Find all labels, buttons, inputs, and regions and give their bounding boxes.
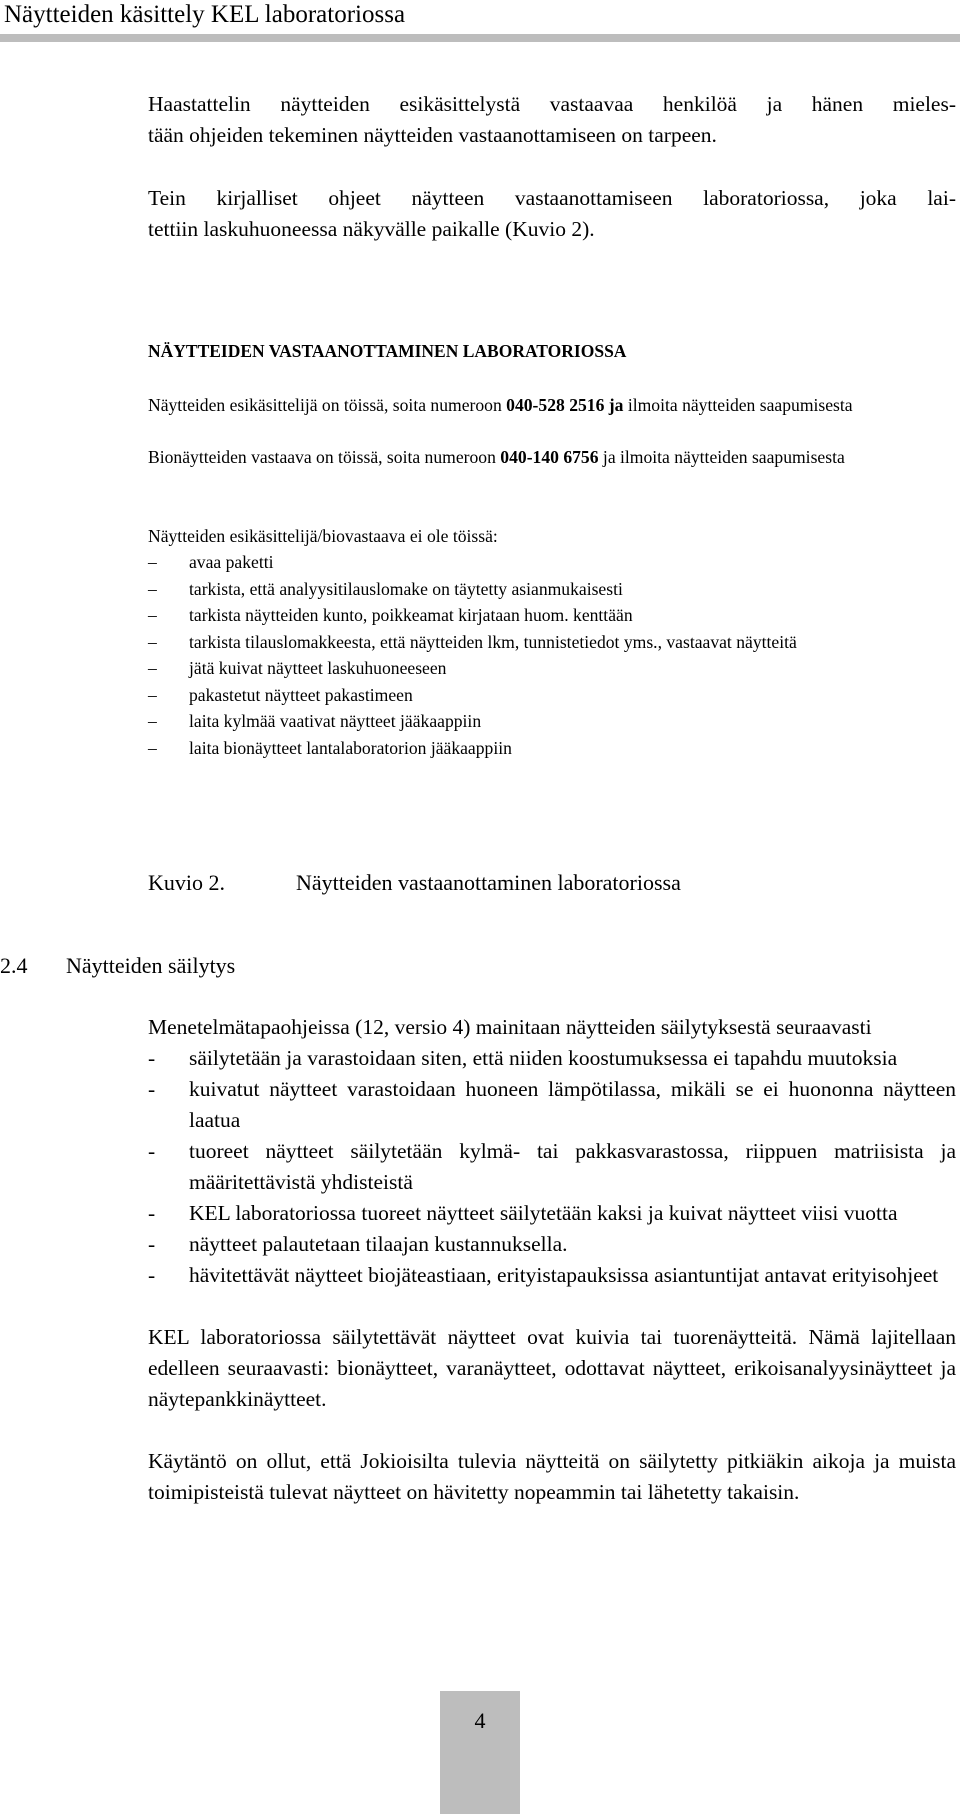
list-item-text: kuivatut näytteet varastoidaan huoneen lämpötilassa, mikäli se ei huononna näytteen laatua: [189, 1077, 956, 1132]
list-item: [148, 602, 956, 629]
storage-section: [148, 1012, 956, 1508]
list-item: [148, 655, 956, 682]
contact-2-text: Bionäytteiden vastaava on töissä, soita numeroon: [148, 447, 501, 467]
intro-paragraph-1: [148, 89, 956, 151]
contact-1-action: ilmoita näytteiden saapumisesta: [623, 394, 853, 415]
caption-label: Kuvio 2.: [148, 870, 225, 895]
list-item-text: avaa paketti: [189, 552, 274, 572]
page-number: 4: [474, 1708, 486, 1733]
practice-paragraph: Käytäntö on ollut, että Jokioisilta tulevia näytteitä on säilytetty pitkiäkin aikoja ja muista toimipisteistä tulevat näytteet on hävitetty nopeammin tai lähetetty takaisin.: [148, 1449, 956, 1504]
document-title: Näytteiden käsittely KEL laboratoriossa: [4, 1, 406, 28]
figure-caption: [148, 868, 681, 898]
section-number: 2.4: [0, 953, 28, 978]
list-item: [148, 1260, 956, 1291]
figure-title: NÄYTTEIDEN VASTAANOTTAMINEN LABORATORIOSSA: [148, 341, 627, 361]
list-item-text: laita bionäytteet lantalaboratorion jääkaappiin: [189, 737, 512, 758]
intro-paragraph-2-line-1: Tein kirjalliset ohjeet näytteen vastaanottamiseen laboratoriossa, joka lai-: [148, 186, 956, 210]
intro-paragraph-2: [148, 183, 956, 245]
list-item-text: laita kylmää vaativat näytteet jääkaappiin: [189, 711, 482, 731]
dash-bullet: –: [148, 605, 157, 625]
list-item: [148, 576, 956, 603]
list-item: [148, 1198, 956, 1229]
storage-rules-list: [148, 1043, 956, 1291]
page-number-box: [440, 1691, 520, 1814]
list-item-text: hävitettävät näytteet biojäteastiaan, erityistapauksissa asiantuntijat antavat erityisohjeet: [189, 1263, 939, 1287]
intro-paragraph-2-line-2: tettiin laskuhuoneessa näkyvälle paikalle (Kuvio 2).: [148, 217, 595, 241]
contact-2-action: ja ilmoita näytteiden saapumisesta: [598, 447, 845, 467]
reception-steps-list: [148, 549, 956, 761]
section-heading: [0, 951, 235, 981]
list-item: [148, 629, 956, 656]
contact-2-phone: 040-140 6756: [500, 447, 599, 467]
storage-intro: Menetelmätapaohjeissa (12, versio 4) mainitaan näytteiden säilytyksestä seuraavasti: [148, 1015, 872, 1039]
list-item-text: tarkista tilauslomakkeesta, että näytteiden lkm, tunnistetiedot yms., vastaavat näytteitä: [189, 631, 797, 652]
hyphen-bullet: -: [148, 1232, 156, 1256]
dash-bullet: –: [148, 711, 157, 731]
list-item: [148, 549, 956, 576]
dash-bullet: –: [148, 552, 157, 572]
dash-bullet: –: [148, 658, 157, 678]
list-item: [148, 735, 956, 762]
list-item-text: tarkista näytteiden kunto, poikkeamat kirjataan huom. kenttään: [189, 605, 633, 625]
absent-heading: Näytteiden esikäsittelijä/biovastaava ei ole töissä:: [148, 525, 498, 546]
list-item-text: tuoreet näytteet säilytetään kylmä- tai pakkasvarastossa, riippuen matriisista ja määritettävistä yhdisteistä: [189, 1139, 956, 1194]
dash-bullet: –: [148, 737, 157, 758]
sorting-paragraph: KEL laboratoriossa säilytettävät näytteet ovat kuivia tai tuorenäytteitä. Nämä lajitellaan edelleen seuraavasti: bionäytteet, varanäytteet, odottavat näytteet, erikoisanalyysinäytteet ja näytepankkinäytteet.: [148, 1325, 956, 1411]
hyphen-bullet: -: [148, 1263, 156, 1287]
caption-text: Näytteiden vastaanottaminen laboratoriossa: [296, 870, 681, 895]
list-item: [148, 1043, 956, 1074]
section-title: Näytteiden säilytys: [66, 953, 236, 978]
dash-bullet: –: [148, 684, 157, 705]
page-header: [0, 0, 960, 41]
dash-bullet: –: [148, 578, 157, 599]
hyphen-bullet: -: [148, 1201, 156, 1225]
list-item-text: säilytetään ja varastoidaan siten, että niiden koostumuksessa ei tapahdu muutoksia: [189, 1046, 898, 1070]
header-rule: [0, 34, 960, 42]
list-item-text: näytteet palautetaan tilaajan kustannuksella.: [189, 1232, 568, 1256]
figure-reception-instructions: [148, 338, 956, 761]
hyphen-bullet: -: [148, 1046, 156, 1070]
contact-1-phone: 040-528 2516 ja: [506, 394, 624, 415]
list-item: [148, 1074, 956, 1136]
list-item: [148, 1136, 956, 1198]
list-item: [148, 682, 956, 709]
list-item: [148, 1229, 956, 1260]
list-item-text: pakastetut näytteet pakastimeen: [189, 684, 413, 705]
intro-paragraph-1-line-1: Haastattelin näytteiden esikäsittelystä vastaavaa henkilöä ja hänen mieles-: [148, 92, 956, 116]
contact-1-text: Näytteiden esikäsittelijä on töissä, soita numeroon: [148, 394, 507, 415]
intro-paragraph-1-line-2: tään ohjeiden tekeminen näytteiden vastaanottamiseen on tarpeen.: [148, 123, 717, 147]
hyphen-bullet: -: [148, 1139, 156, 1163]
list-item-text: jätä kuivat näytteet laskuhuoneeseen: [189, 658, 447, 678]
figure-contact-line-2: [148, 444, 956, 471]
hyphen-bullet: -: [148, 1077, 156, 1101]
list-item-text: KEL laboratoriossa tuoreet näytteet säilytetään kaksi ja kuivat näytteet viisi vuotta: [189, 1201, 898, 1225]
figure-contact-line-1: [148, 392, 956, 419]
list-item-text: tarkista, että analyysitilauslomake on täytetty asianmukaisesti: [189, 578, 623, 599]
dash-bullet: –: [148, 631, 157, 652]
list-item: [148, 708, 956, 735]
